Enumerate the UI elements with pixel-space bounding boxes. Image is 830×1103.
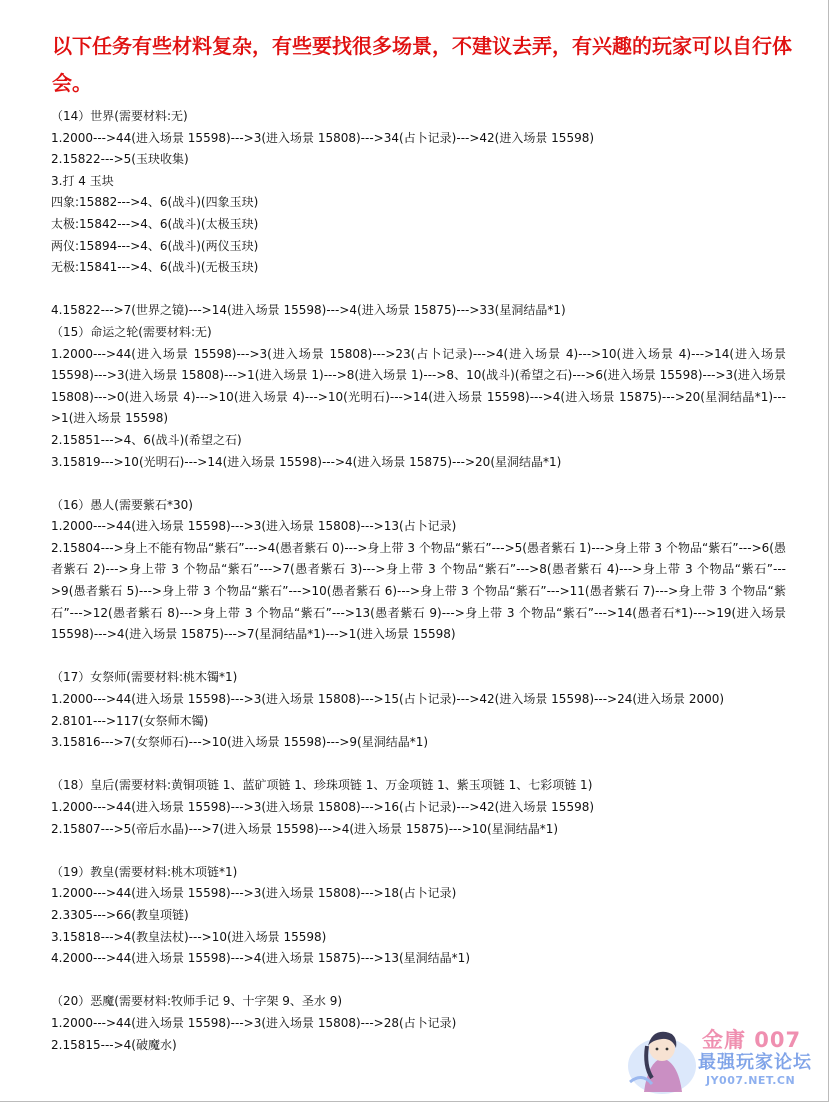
step-line: 3.15819--->10(光明石)--->14(进入场景 15598)--->4(进入场景 15875)--->20(星洞结晶*1) bbox=[51, 454, 562, 469]
step-line: 1.2000--->44(进入场景 15598)--->3(进入场景 15808)--->15(占卜记录)--->42(进入场景 15598)--->24(进入场景 2000) bbox=[51, 692, 725, 707]
step-line: 无极:15841--->4、6(战斗)(无极玉玦) bbox=[51, 260, 259, 275]
blank-line bbox=[51, 646, 786, 668]
section-title: （20）恶魔(需要材料:牧师手记 9、十字架 9、圣水 9) bbox=[51, 994, 343, 1009]
step-line: 2.3305--->66(教皇项链) bbox=[51, 907, 189, 922]
forum-watermark bbox=[622, 1022, 827, 1098]
intro-warning: 以下任务有些材料复杂，有些要找很多场景，不建议去弄，有兴趣的玩家可以自行体会。 bbox=[52, 34, 792, 95]
step-line: 4.2000--->44(进入场景 15598)--->4(进入场景 15875)--->13(星洞结晶*1) bbox=[51, 951, 470, 966]
step-line: 3.打 4 玉块 bbox=[51, 173, 114, 188]
step-line: 2.15804--->身上不能有物品“紫石”--->4(愚者紫石 0)--->身上带 3 个物品“紫石”--->5(愚者紫石 1)--->身上带 3 个物品“紫石”--->6(愚者紫石 2)--->身上带 3 个物品“紫石”--->7(愚者紫石 3)--->身上带 3 个物品“紫石”--->8(愚者紫石 4)--->身上带 3 个物品“紫石”--->9(愚者紫石 5)--->身上带 3 个物品“紫石”--->10(愚者紫石 6)--->身上带 3 个物品“紫石”--->11(愚者紫石 7)--->身上带 3 个物品“紫石”--->12(愚者紫石 8)--->身上带 3 个物品“紫石”--->13(愚者紫石 9)--->身上带 3 个物品“紫石”--->14(愚者石*1)--->19(进入场景 15598)--->4(进入场景 15875)--->7(星洞结晶*1)--->1(进入场景 15598) bbox=[51, 540, 786, 642]
step-line: 3.15818--->4(教皇法杖)--->10(进入场景 15598) bbox=[51, 929, 327, 944]
section-title: （15）命运之轮(需要材料:无) bbox=[51, 324, 212, 339]
blank-line bbox=[51, 473, 786, 495]
section-title: （14）世界(需要材料:无) bbox=[51, 109, 188, 123]
step-line: 1.2000--->44(进入场景 15598)--->3(进入场景 15808)--->16(占卜记录)--->42(进入场景 15598) bbox=[51, 800, 595, 814]
section-title: （18）皇后(需要材料:黄铜项链 1、蓝矿项链 1、珍珠项链 1、万金项链 1、紫玉项链 1、七彩项链 1) bbox=[51, 778, 593, 793]
step-line: 2.15822--->5(玉玦收集) bbox=[51, 152, 189, 167]
step-line: 太极:15842--->4、6(战斗)(太极玉玦) bbox=[51, 216, 259, 231]
section-title: （19）教皇(需要材料:桃木项链*1) bbox=[51, 864, 238, 879]
step-line: 4.15822--->7(世界之镜)--->14(进入场景 15598)--->4(进入场景 15875)--->33(星洞结晶*1) bbox=[51, 303, 566, 318]
step-line: 2.15815--->4(破魔水) bbox=[51, 1037, 177, 1052]
step-line: 四象:15882--->4、6(战斗)(四象玉玦) bbox=[51, 195, 259, 210]
watermark-domain: JY007.NET.CN bbox=[706, 1074, 796, 1087]
watermark-site-name: 金庸 007 bbox=[702, 1028, 802, 1052]
blank-line bbox=[51, 279, 786, 301]
step-line: 2.8101--->117(女祭师木镯) bbox=[51, 713, 209, 728]
step-line: 2.15807--->5(帝后水晶)--->7(进入场景 15598)--->4(进入场景 15875)--->10(星洞结晶*1) bbox=[51, 821, 559, 836]
step-line: 1.2000--->44(进入场景 15598)--->3(进入场景 15808)--->34(占卜记录)--->42(进入场景 15598) bbox=[51, 130, 595, 145]
character-logo-icon bbox=[622, 1022, 702, 1098]
blank-line bbox=[51, 970, 786, 992]
step-line: 2.15851--->4、6(战斗)(希望之石) bbox=[51, 432, 242, 447]
step-line: 1.2000--->44(进入场景 15598)--->3(进入场景 15808)--->13(占卜记录) bbox=[51, 519, 457, 534]
section-title: （16）愚人(需要紫石*30) bbox=[51, 497, 193, 512]
step-line: 1.2000--->44(进入场景 15598)--->3(进入场景 15808)--->23(占卜记录)--->4(进入场景 4)--->10(进入场景 4)--->14(进入场景 15598)--->3(进入场景 15808)--->1(进入场景 1)--->8(进入场景 1)--->8、10(战斗)(希望之石)--->6(进入场景 15598)--->3(进入场景 15808)--->0(进入场景 4)--->10(进入场景 4)--->10(光明石)--->14(进入场景 15598)--->4(进入场景 15875)--->20(星洞结晶*1)--->1(进入场景 15598) bbox=[51, 346, 786, 426]
step-line: 1.2000--->44(进入场景 15598)--->3(进入场景 15808)--->28(占卜记录) bbox=[51, 1015, 457, 1030]
step-line: 3.15816--->7(女祭师石)--->10(进入场景 15598)--->9(星洞结晶*1) bbox=[51, 735, 429, 750]
step-line: 1.2000--->44(进入场景 15598)--->3(进入场景 15808)--->18(占卜记录) bbox=[51, 886, 457, 901]
step-line: 两仪:15894--->4、6(战斗)(两仪玉玦) bbox=[51, 238, 259, 253]
quest-list bbox=[51, 106, 786, 1056]
watermark-slogan: 最强玩家论坛 bbox=[698, 1052, 812, 1073]
blank-line bbox=[51, 840, 786, 862]
section-title: （17）女祭师(需要材料:桃木镯*1) bbox=[51, 670, 238, 685]
blank-line bbox=[51, 754, 786, 776]
